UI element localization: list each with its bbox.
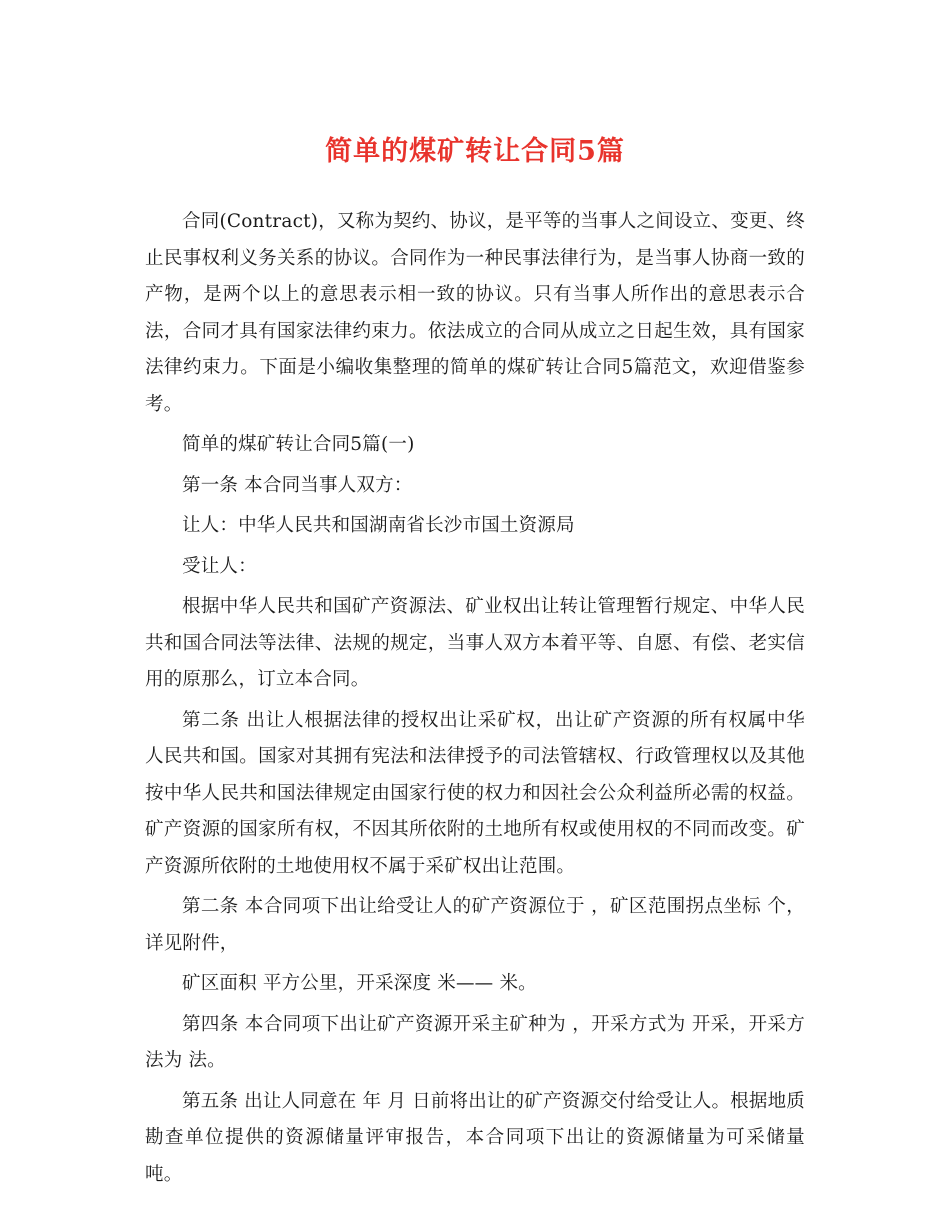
paragraph-article-5: 第五条 出让人同意在 年 月 日前将出让的矿产资源交付给受让人。根据地质勘查单位提供的资源储量评审报告，本合同项下出让的资源储量为可采储量 吨。 xyxy=(145,1090,805,1185)
paragraph-article-2b: 第二条 本合同项下出让给受让人的矿产资源位于 ，矿区范围拐点坐标 个，详见附件， xyxy=(145,896,805,954)
paragraph-mining-area: 矿区面积 平方公里，开采深度 米—— 米。 xyxy=(182,973,537,994)
document-body xyxy=(145,204,805,1193)
paragraph-article-2: 第二条 出让人根据法律的授权出让采矿权，出让矿产资源的所有权属中华人民共和国。国家对其拥有宪法和法律授予的司法管辖权、行政管理权以及其他按中华人民共和国法律规定由国家行使的权力和因社会公众利益所必需的权益。矿产资源的国家所有权，不因其所依附的土地所有权或使用权的不同而改变。矿产资源所依附的土地使用权不属于采矿权出让范围。 xyxy=(145,709,805,877)
paragraph-article-4: 第四条 本合同项下出让矿产资源开采主矿种为 ，开采方式为 开采，开采方法为 法。 xyxy=(145,1013,805,1071)
paragraph-transferee: 受让人： xyxy=(182,555,257,577)
paragraph-legal-basis: 根据中华人民共和国矿产资源法、矿业权出让转让管理暂行规定、中华人民共和国合同法等法律、法规的规定，当事人双方本着平等、自愿、有偿、老实信用的原那么，订立本合同。 xyxy=(145,596,805,690)
paragraph-intro: 合同(Contract)，又称为契约、协议，是平等的当事人之间设立、变更、终止民事权利义务关系的协议。合同作为一种民事法律行为，是当事人协商一致的产物，是两个以上的意思表示相一致的协议。只有当事人所作出的意思表示合法，合同才具有国家法律约束力。依法成立的合同从成立之日起生效，具有国家法律约束力。下面是小编收集整理的简单的煤矿转让合同5篇范文，欢迎借鉴参考。 xyxy=(145,211,805,415)
paragraph-transferor: 让人：中华人民共和国湖南省长沙市国土资源局 xyxy=(182,515,575,536)
document-title: 简单的煤矿转让合同5篇 xyxy=(325,136,625,167)
paragraph-section-heading: 简单的煤矿转让合同5篇(一) xyxy=(182,434,415,455)
paragraph-article-1: 第一条 本合同当事人双方： xyxy=(182,474,413,496)
